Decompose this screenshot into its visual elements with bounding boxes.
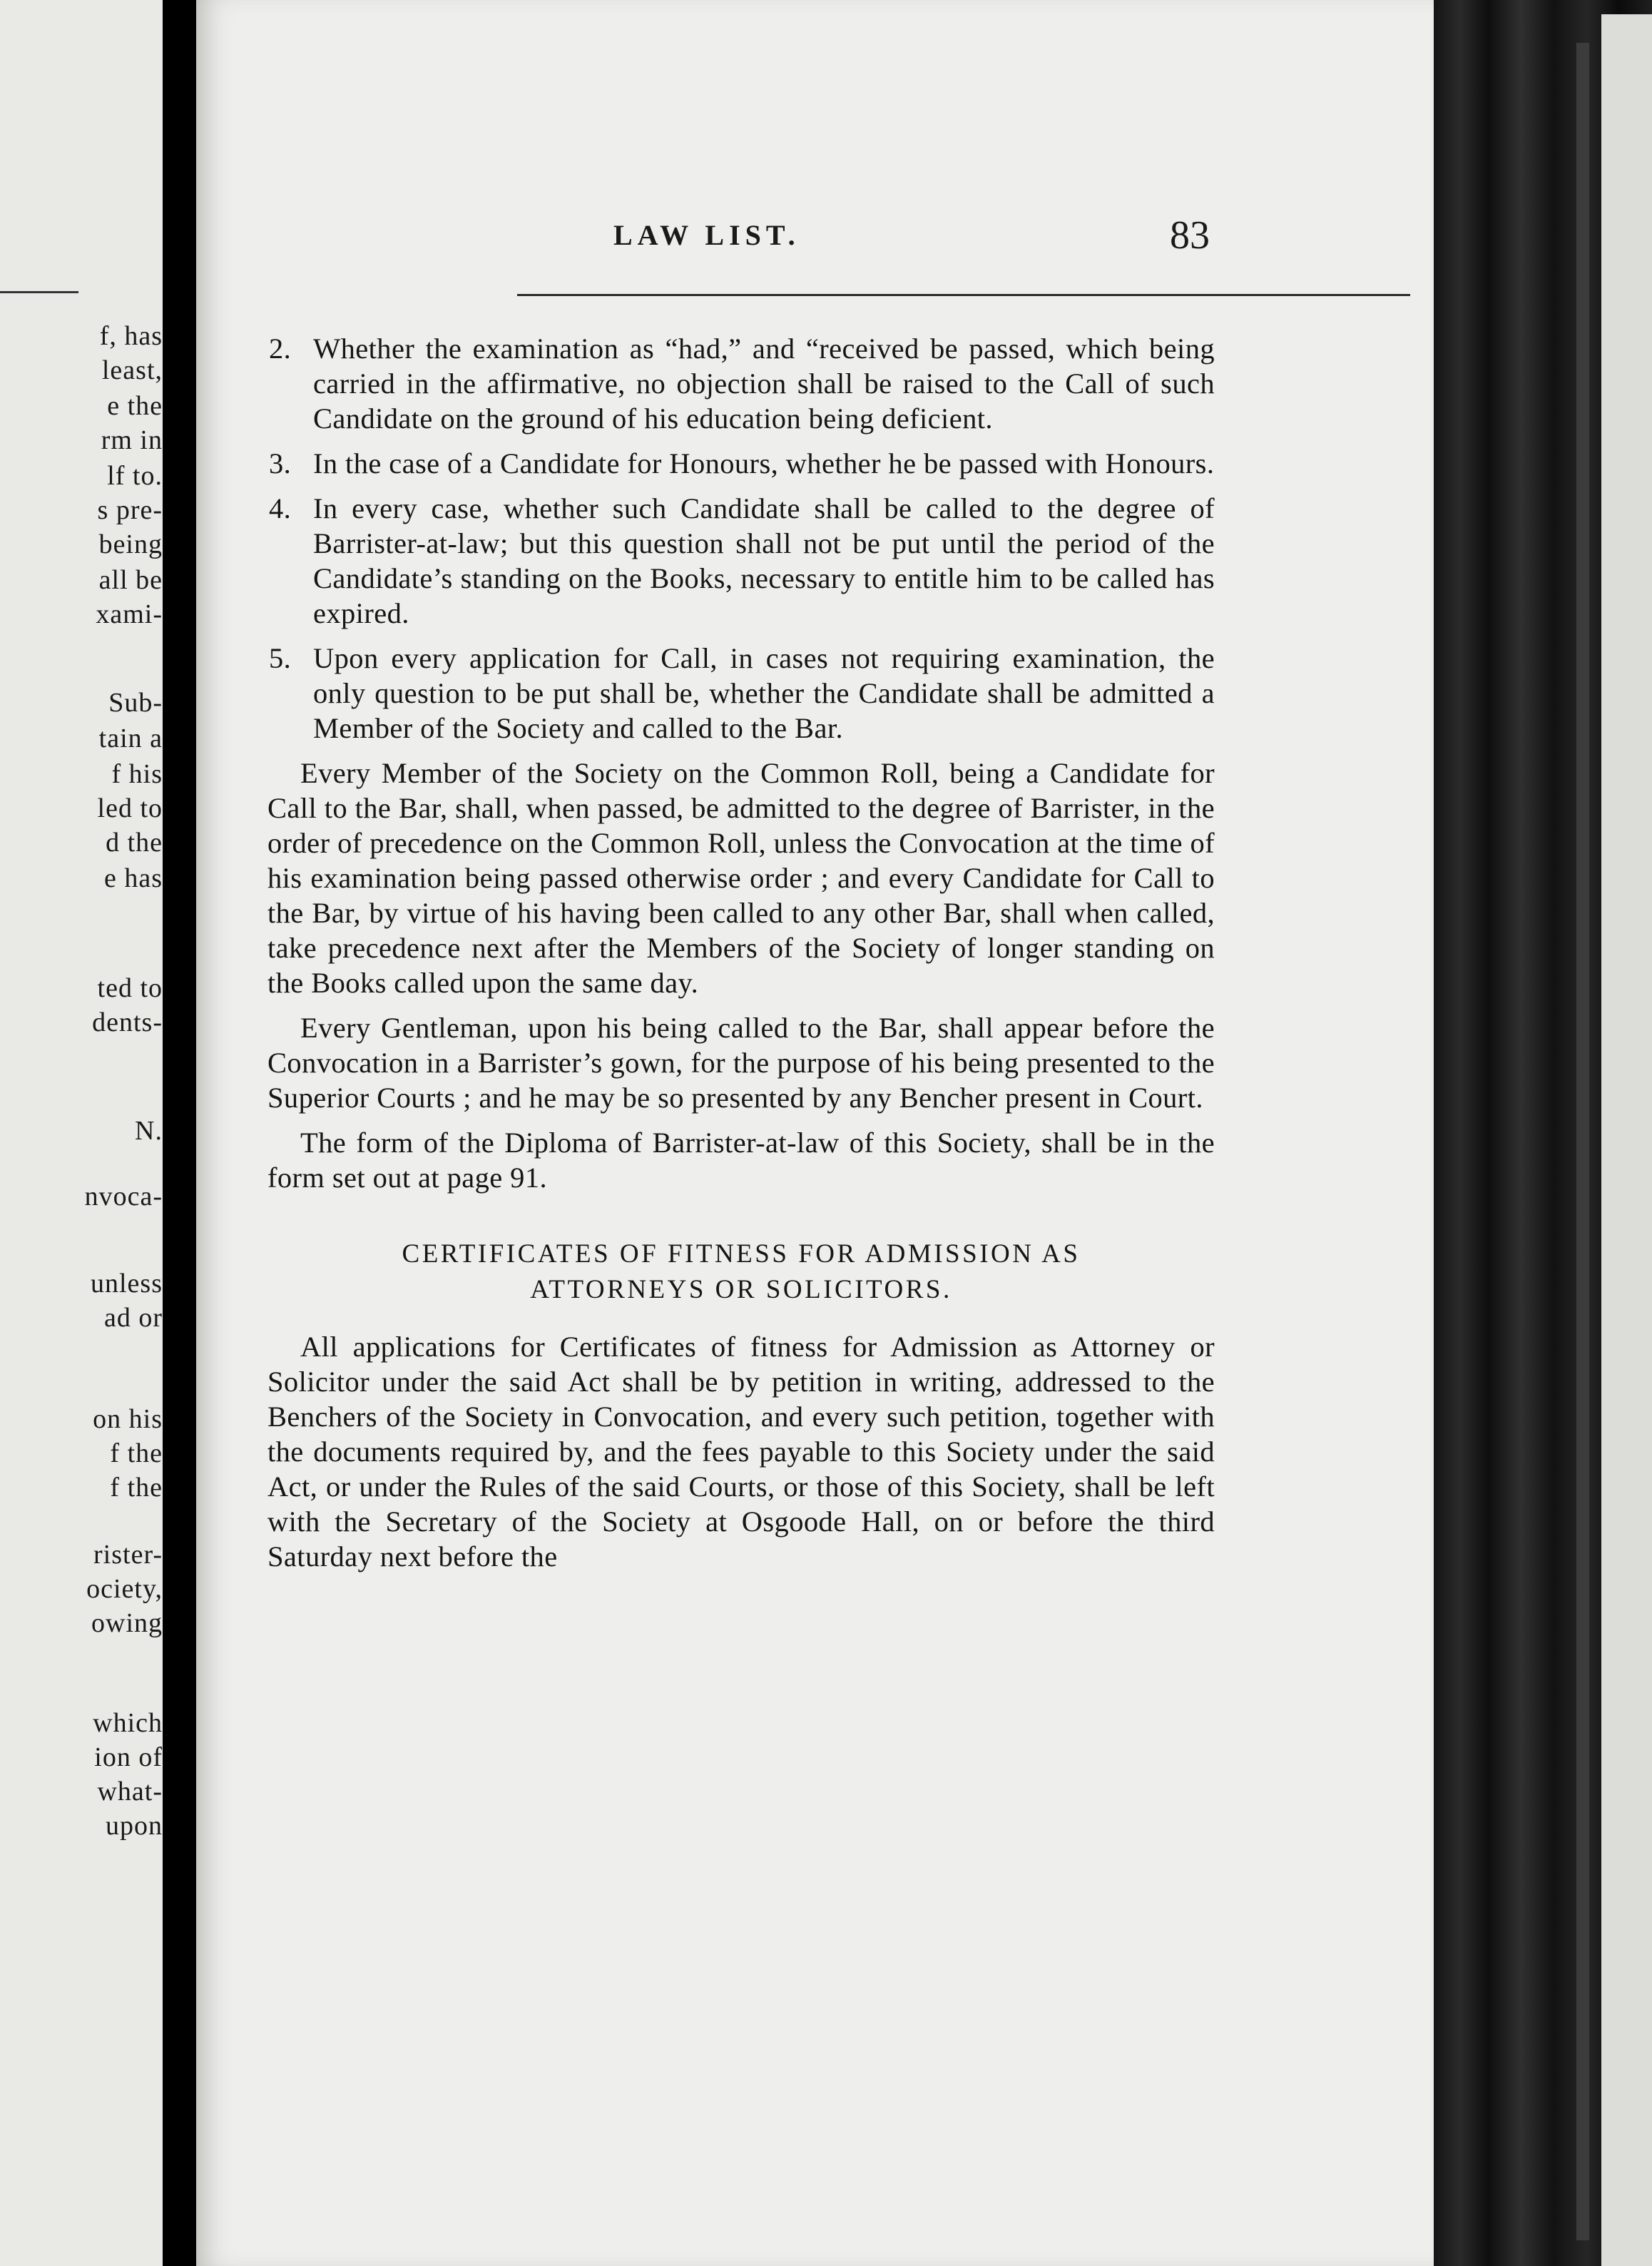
previous-page-line: d the: [106, 828, 163, 858]
paragraph-gown: Every Gentleman, upon his being called to the Bar, shall appear before the Convocation in a Barrister’s gown, for the purpose of his being presented to the Superior Courts ; and he may be so presented by any Bencher present in Court.: [267, 1012, 1215, 1114]
previous-page-line: rm in: [101, 425, 163, 455]
previous-page-line: rister-: [93, 1540, 163, 1570]
section-heading-line-1: CERTIFICATES OF FITNESS FOR ADMISSION AS: [402, 1239, 1081, 1269]
previous-page-line: on his: [93, 1404, 163, 1434]
list-item: [267, 491, 1215, 631]
previous-page-line: xami-: [96, 599, 163, 629]
previous-page-line: ion of: [94, 1742, 163, 1772]
page-header: [196, 213, 1434, 258]
previous-page-line: Sub-: [108, 688, 163, 718]
item-number: 4.: [269, 492, 292, 524]
book-page: [196, 0, 1434, 2266]
previous-page-line: ted to: [97, 973, 163, 1003]
section-heading: [267, 1236, 1215, 1308]
item-text: In the case of a Candidate for Honours, whether he be passed with Honours.: [313, 447, 1215, 479]
edge-shadow: [1576, 43, 1589, 2240]
page-number: 83: [1170, 213, 1210, 258]
previous-page-line: ociety,: [86, 1574, 163, 1604]
previous-page-rule: [0, 291, 78, 293]
paragraph-precedence: Every Member of the Society on the Common Roll, being a Candidate for Call to the Bar, shall, when passed, be admitted to the degree of Barrister, in the order of precedence on the Common Roll, unless the Convocation at the time of his examination being passed otherwise order ; and every Candidate for Call to the Bar, by virtue of his having been called to any other Bar, shall when called, take precedence next after the Members of the Society of longer standing on the Books called upon the same day.: [267, 757, 1215, 999]
previous-page-line: e has: [103, 863, 163, 893]
item-number: 2.: [269, 332, 292, 365]
previous-page-line: nvoca-: [84, 1182, 163, 1211]
edge-light: [1601, 14, 1652, 2266]
running-head: LAW LIST.: [613, 219, 800, 251]
previous-page-line: which: [93, 1708, 163, 1738]
previous-page-line: e the: [107, 391, 163, 421]
page-edges: [1434, 0, 1652, 2266]
previous-page-line: f the: [110, 1438, 163, 1468]
previous-page-line: N.: [135, 1116, 163, 1146]
paragraph-certificates: All applications for Certificates of fitness for Admission as Attorney or Solicitor under the said Act shall be by petition in writing, addressed to the Benchers of the Society in Convocation, and every such petition, together with the documents required by, and the fees payable to this Society under the said Act, or under the Rules of the said Courts, or those of this Society, shall be left with the Secretary of the Society at Osgoode Hall, on or before the third Saturday next before the: [267, 1331, 1215, 1573]
previous-page-line: f the: [110, 1473, 163, 1503]
previous-page-line: ad or: [103, 1303, 163, 1333]
item-text: Whether the examination as “had,” and “received be passed, which being carried in the affirmative, no objection shall be raised to the Call of such Candidate on the ground of his education being deficient.: [313, 332, 1215, 435]
previous-page-line: all be: [98, 565, 163, 595]
previous-page-line: owing: [91, 1608, 163, 1638]
previous-page-line: f, has: [99, 321, 163, 351]
item-text: Upon every application for Call, in cases not requiring examination, the only question to be put shall be, whether the Candidate shall be admitted a Member of the Society and called to the Bar.: [313, 642, 1215, 744]
list-item: [267, 446, 1215, 481]
previous-page-fragment: [0, 0, 163, 2266]
previous-page-line: upon: [106, 1811, 163, 1841]
list-item: [267, 641, 1215, 746]
list-item: [267, 331, 1215, 436]
previous-page-line: lf to.: [107, 461, 163, 491]
previous-page-line: s pre-: [97, 495, 163, 525]
item-number: 5.: [269, 642, 292, 674]
item-text: In every case, whether such Candidate shall be called to the degree of Barrister-at-law; but this question shall not be put until the period of the Candidate’s standing on the Books, necessary to entitle him to be called has expired.: [313, 492, 1215, 629]
header-rule: [517, 294, 1410, 296]
previous-page-line: what-: [97, 1777, 163, 1807]
previous-page-line: dents-: [92, 1007, 163, 1037]
previous-page-line: led to: [97, 793, 163, 823]
previous-page-line: unless: [91, 1269, 163, 1299]
previous-page-line: f his: [111, 759, 163, 789]
previous-page-line: least,: [101, 355, 163, 385]
previous-page-line: tain a: [98, 723, 163, 753]
item-number: 3.: [269, 447, 292, 479]
section-heading-line-2: ATTORNEYS OR SOLICITORS.: [530, 1275, 952, 1304]
page-body: [267, 331, 1215, 1584]
previous-page-line: being: [98, 529, 163, 559]
paragraph-diploma: The form of the Diploma of Barrister-at-law of this Society, shall be in the form set out at page 91.: [267, 1127, 1215, 1194]
